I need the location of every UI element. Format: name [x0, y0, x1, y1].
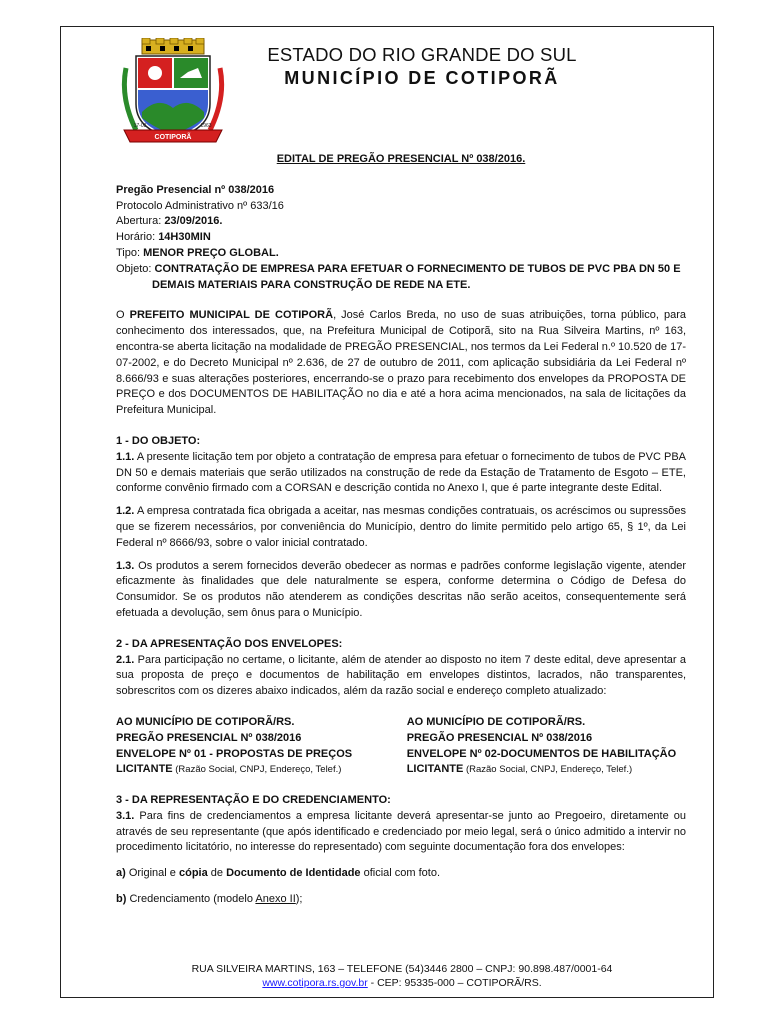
svg-text:COTIPORÃ: COTIPORÃ [154, 134, 192, 141]
municipality-heading: MUNICÍPIO DE COTIPORÃ [284, 68, 560, 88]
summary-tipo: Tipo: MENOR PREÇO GLOBAL. [116, 246, 279, 259]
page-footer [100, 962, 704, 990]
section-objeto [116, 434, 686, 622]
summary-horario: Horário: 14H30MIN [116, 231, 211, 244]
section-heading: 1 - DO OBJETO: [116, 434, 201, 447]
state-heading: ESTADO DO RIO GRANDE DO SUL [267, 44, 577, 65]
section-heading: 3 - DA REPRESENTAÇÃO E DO CREDENCIAMENTO: [116, 794, 391, 807]
item-a: a) Original e cópia de Documento de Identidade oficial com foto. [116, 867, 441, 880]
clause-2-1: 2.1. Para participação no certame, o licitante, além de atender ao disposto no item 7 deste edital, deve apresentar a sua proposta de preço e documentos de habilitação em envelopes distintos, lacrados, não transparentes, sobrescritos com os dizeres abaixo indicados, além da razão social e endereço completo atualizado: [116, 653, 686, 698]
footer-address: RUA SILVEIRA MARTINS, 163 – TELEFONE (54)3446 2800 – CNPJ: 90.898.487/0001-64 [191, 963, 613, 975]
clause-1-1: 1.1. A presente licitação tem por objeto a contratação de empresa para efetuar o fornecimento de tubos de PVC PBA DN 50 e demais materiais que serão utilizados na construção de rede da Estação de Tratamento de Esgoto – ETE, conforme convênio firmado com a CORSAN e descrição contida no Anexo I, que é parte integrante deste Edital. [116, 450, 686, 495]
document-body [116, 152, 686, 908]
item-b: b) Credenciamento (modelo Anexo II); [116, 893, 303, 906]
summary-pregao: Pregão Presencial nº 038/2016 [116, 183, 275, 196]
envelope-1-label: AO MUNICÍPIO DE COTIPORÃ/RS. PREGÃO PRESENCIAL Nº 038/2016 ENVELOPE Nº 01 - PROPOSTAS DE PREÇOS LICITANTE (Razão Social, CNPJ, Endereço, Telef.) [116, 715, 353, 776]
clause-1-3: 1.3. Os produtos a serem fornecidos deverão obedecer as normas e padrões conforme legislação vigente, atender eficazmente às finalidades que dele naturalmente se espera, conforme determina o Código de Defesa do Consumidor. Se os produtos não atenderem as condições descritas não serão aceitos, consequentemente será efetuada a devolução, sem ônus para o Município. [116, 559, 686, 619]
clause-3-1: 3.1. Para fins de credenciamentos a empresa licitante deverá apresentar-se junto ao Pregoeiro, diretamente ou através de seu representante (que após identificado e credenciado por meio legal, será o único admitido a intervir no procedimento licitatório, no interesse do representado) com seguinte documentação fora dos envelopes: [116, 809, 686, 854]
coat-of-arms-icon [118, 38, 228, 150]
envelope-2-label: AO MUNICÍPIO DE COTIPORÃ/RS. PREGÃO PRESENCIAL Nº 038/2016 ENVELOPE Nº 02-DOCUMENTOS DE HABILITAÇÃO LICITANTE (Razão Social, CNPJ, Endereço, Telef.) [406, 715, 677, 776]
clause-1-2: 1.2. A empresa contratada fica obrigada a aceitar, nas mesmas condições contratuais, os acréscimos ou supressões que se fizerem necessários, por conveniência do Município, dentro do limite permitido pelo artigo 65, § 1º, da Lei Federal nº 8666/93, sobre o valor inicial contratado. [116, 505, 686, 549]
summary-block [116, 183, 686, 294]
section-envelopes [116, 637, 686, 778]
summary-objeto-line2: DEMAIS MATERIAIS PARA CONSTRUÇÃO DE REDE NA ETE. [152, 278, 471, 291]
crown-icon [142, 38, 204, 54]
section-heading: 2 - DA APRESENTAÇÃO DOS ENVELOPES: [116, 637, 343, 650]
envelope-labels [116, 715, 686, 778]
document-title: EDITAL DE PREGÃO PRESENCIAL Nº 038/2016. [276, 153, 526, 165]
website-link[interactable]: www.cotipora.rs.gov.br [262, 977, 368, 989]
svg-text:1963: 1963 [200, 123, 212, 129]
summary-protocolo: Protocolo Administrativo nº 633/16 [116, 199, 284, 212]
intro-paragraph: O PREFEITO MUNICIPAL DE COTIPORÃ, José Carlos Breda, no uso de suas atribuições, torna público, para conhecimento dos interessados, que, na Prefeitura Municipal de Cotiporã, sito na Rua Silveira Martins, nº 163, encontra-se aberta licitação na modalidade de PREGÃO PRESENCIAL, nos termos da Lei Federal n.º 10.520 de 17-07-2002, e do Decreto Municipal nº 2.636, de 27 de outubro de 2011, com aplicação subsidiária da Lei Federal nº 8.666/93 e suas alterações posteriores, encerrando-se o prazo para recebimento dos envelopes da PROPOSTA DE PREÇO e dos DOCUMENTOS DE HABILITAÇÃO no dia e até a hora acima mencionados, na sala de licitações da Prefeitura Municipal. [116, 309, 686, 417]
svg-text:17-03: 17-03 [133, 123, 147, 129]
footer-cep: - CEP: 95335-000 – COTIPORÃ/RS. [367, 977, 542, 989]
summary-objeto: Objeto: CONTRATAÇÃO DE EMPRESA PARA EFETUAR O FORNECIMENTO DE TUBOS DE PVC PBA DN 50 E [116, 262, 681, 275]
summary-abertura: Abertura: 23/09/2016. [116, 215, 223, 228]
anexo-ii-link[interactable]: Anexo II [255, 893, 296, 906]
section-credenciamento [116, 793, 686, 908]
